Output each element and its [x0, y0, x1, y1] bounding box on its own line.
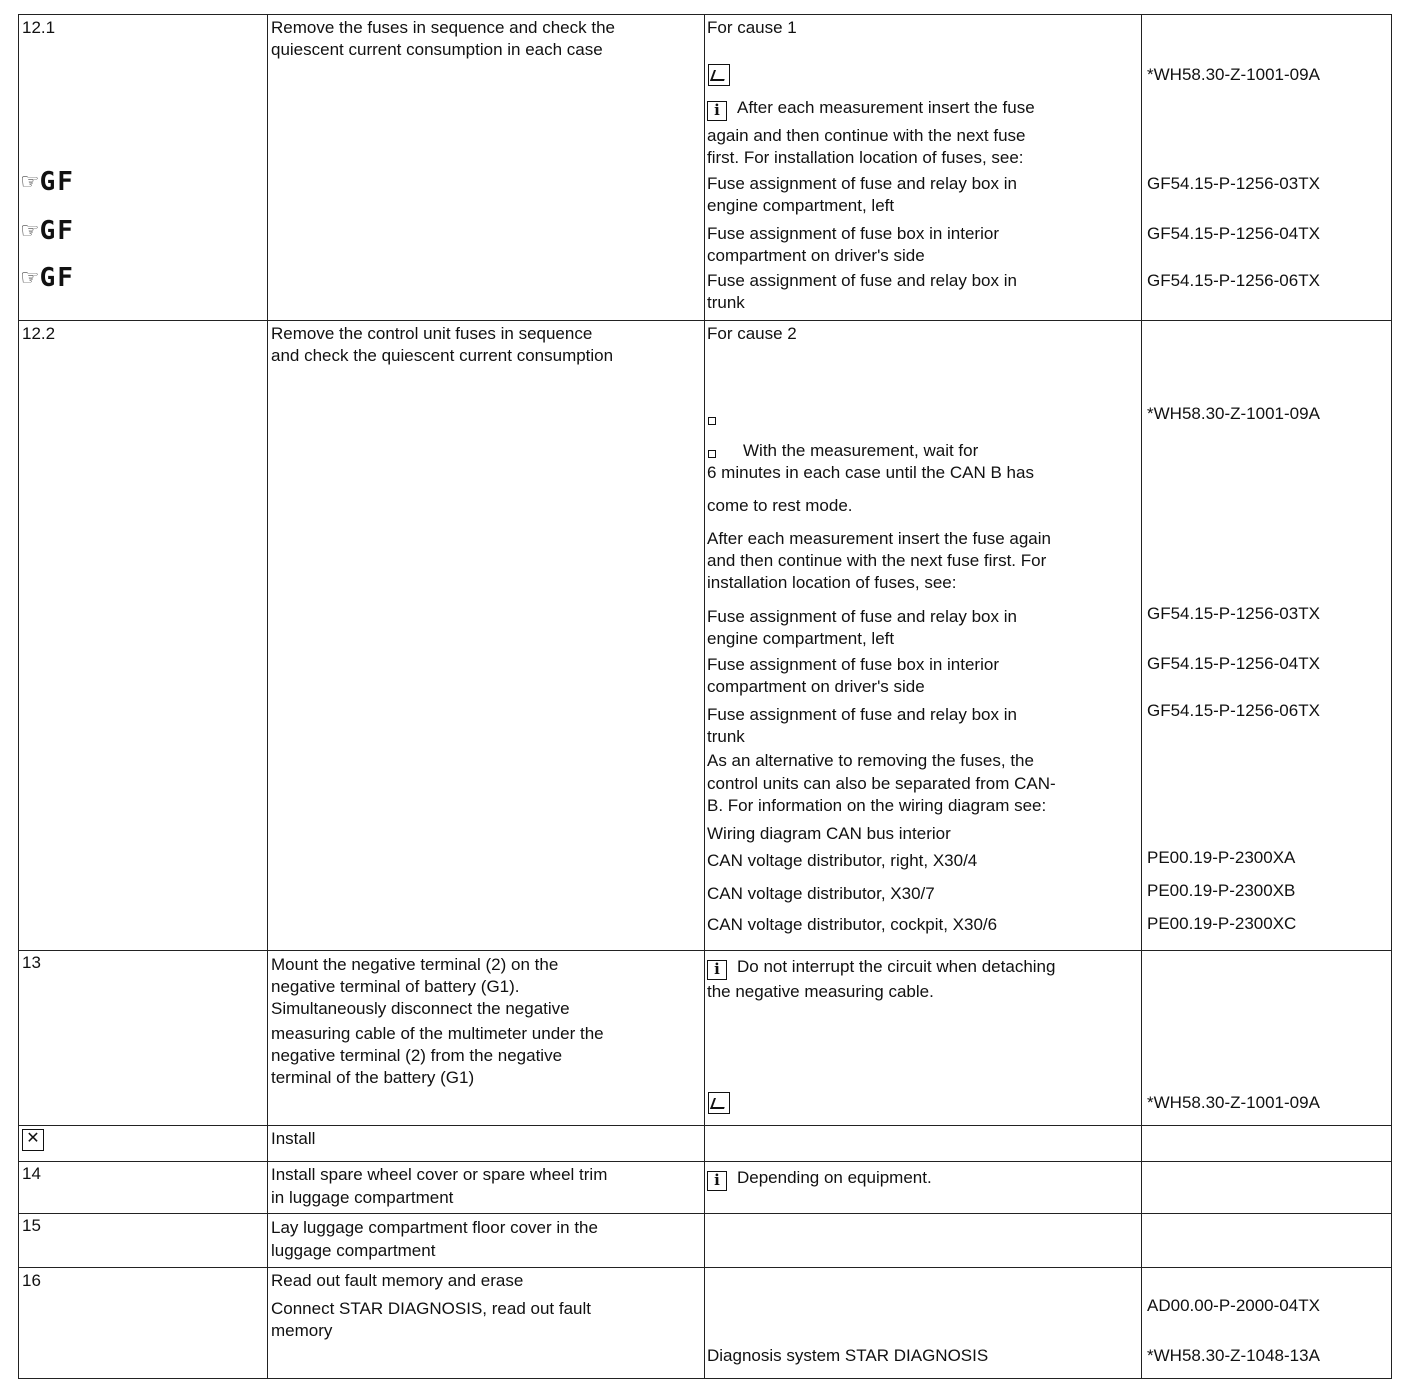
action-text: Simultaneously disconnect the negative: [271, 999, 570, 1018]
link-text[interactable]: CAN voltage distributor, cockpit, X30/6: [707, 915, 998, 934]
action-text: Read out fault memory and erase: [271, 1271, 524, 1290]
link-text[interactable]: Fuse assignment of fuse and relay box in: [707, 607, 1017, 626]
step-number: 14: [22, 1164, 41, 1183]
doc-ref[interactable]: GF54.15-P-1256-04TX: [1147, 224, 1320, 243]
install-icon: ✕: [22, 1129, 44, 1151]
info-icon: i: [707, 960, 727, 980]
link-text[interactable]: Fuse assignment of fuse box in interior: [707, 224, 999, 243]
action-text: and check the quiescent current consumption: [271, 346, 614, 365]
tool-text[interactable]: Diagnosis system STAR DIAGNOSIS: [707, 1346, 989, 1365]
link-text[interactable]: trunk: [707, 727, 745, 746]
note-text: i Do not interrupt the circuit when detaching: [707, 956, 1055, 980]
cause-label: For cause 1: [707, 18, 797, 37]
note-text: With the measurement, wait for: [743, 441, 979, 460]
link-text[interactable]: engine compartment, left: [707, 629, 895, 648]
action-text: Lay luggage compartment floor cover in the: [271, 1218, 598, 1237]
tool-icon: [708, 64, 730, 86]
action-text: Remove the control unit fuses in sequence: [271, 324, 593, 343]
note-text: B. For information on the wiring diagram see:: [707, 796, 1047, 815]
action-text: memory: [271, 1321, 333, 1340]
doc-ref[interactable]: GF54.15-P-1256-04TX: [1147, 654, 1320, 673]
action-text: measuring cable of the multimeter under the: [271, 1024, 604, 1043]
link-text[interactable]: Fuse assignment of fuse and relay box in: [707, 271, 1017, 290]
tool-ref[interactable]: *WH58.30-Z-1001-09A: [1147, 65, 1320, 84]
tool-ref[interactable]: *WH58.30-Z-1001-09A: [1147, 1093, 1320, 1112]
action-text: Install spare wheel cover or spare wheel trim: [271, 1165, 608, 1184]
step-number: 13: [22, 953, 41, 972]
doc-ref[interactable]: PE00.19-P-2300XA: [1147, 848, 1296, 867]
note-text: first. For installation location of fuses, see:: [707, 148, 1024, 167]
link-text[interactable]: compartment on driver's side: [707, 677, 925, 696]
note-text: and then continue with the next fuse first. For: [707, 551, 1047, 570]
action-text: quiescent current consumption in each case: [271, 40, 603, 59]
pointer-icon: ☞GF: [22, 263, 75, 293]
tool-icon: [708, 1092, 730, 1114]
note-text: installation location of fuses, see:: [707, 573, 957, 592]
doc-ref[interactable]: GF54.15-P-1256-03TX: [1147, 604, 1320, 623]
note-text: i After each measurement insert the fuse: [707, 97, 1035, 121]
note-text: As an alternative to removing the fuses, the: [707, 751, 1034, 770]
doc-ref[interactable]: GF54.15-P-1256-06TX: [1147, 701, 1320, 720]
step-number: 12.1: [22, 18, 56, 37]
note-text: i Depending on equipment.: [707, 1167, 932, 1191]
doc-ref[interactable]: PE00.19-P-2300XB: [1147, 881, 1296, 900]
link-text[interactable]: Fuse assignment of fuse and relay box in: [707, 174, 1017, 193]
doc-ref[interactable]: GF54.15-P-1256-06TX: [1147, 271, 1320, 290]
action-text: negative terminal of battery (G1).: [271, 977, 520, 996]
missing-icon: [708, 450, 716, 458]
section-heading: Install: [271, 1129, 316, 1148]
note-text: control units can also be separated from CAN-: [707, 774, 1056, 793]
action-text: Remove the fuses in sequence and check the: [271, 18, 615, 37]
note-text: again and then continue with the next fuse: [707, 126, 1026, 145]
note-text: 6 minutes in each case until the CAN B has: [707, 463, 1034, 482]
link-text[interactable]: CAN voltage distributor, X30/7: [707, 884, 935, 903]
link-text[interactable]: CAN voltage distributor, right, X30/4: [707, 851, 978, 870]
info-icon: i: [707, 101, 727, 121]
action-text: Mount the negative terminal (2) on the: [271, 955, 559, 974]
action-text: in luggage compartment: [271, 1188, 454, 1207]
info-icon: i: [707, 1171, 727, 1191]
tool-ref[interactable]: *WH58.30-Z-1001-09A: [1147, 404, 1320, 423]
action-text: Connect STAR DIAGNOSIS, read out fault: [271, 1299, 591, 1318]
step-number: 12.2: [22, 324, 56, 343]
doc-ref[interactable]: PE00.19-P-2300XC: [1147, 914, 1297, 933]
cause-label: For cause 2: [707, 324, 797, 343]
note-text: After each measurement insert the fuse again: [707, 529, 1051, 548]
missing-icon: [708, 417, 716, 425]
action-text: luggage compartment: [271, 1241, 436, 1260]
link-text[interactable]: Fuse assignment of fuse box in interior: [707, 655, 999, 674]
link-text[interactable]: engine compartment, left: [707, 196, 895, 215]
link-text[interactable]: compartment on driver's side: [707, 246, 925, 265]
doc-ref[interactable]: AD00.00-P-2000-04TX: [1147, 1296, 1320, 1315]
pointer-icon: ☞GF: [22, 216, 75, 246]
action-text: negative terminal (2) from the negative: [271, 1046, 563, 1065]
pointer-icon: ☞GF: [22, 167, 75, 197]
action-text: terminal of the battery (G1): [271, 1068, 475, 1087]
link-text[interactable]: Fuse assignment of fuse and relay box in: [707, 705, 1017, 724]
note-text: the negative measuring cable.: [707, 982, 934, 1001]
step-number: 15: [22, 1216, 41, 1235]
step-number: 16: [22, 1271, 41, 1290]
link-text[interactable]: trunk: [707, 293, 745, 312]
doc-ref[interactable]: GF54.15-P-1256-03TX: [1147, 174, 1320, 193]
note-text: come to rest mode.: [707, 496, 853, 515]
note-text: Wiring diagram CAN bus interior: [707, 824, 951, 843]
tool-ref[interactable]: *WH58.30-Z-1048-13A: [1147, 1346, 1320, 1365]
